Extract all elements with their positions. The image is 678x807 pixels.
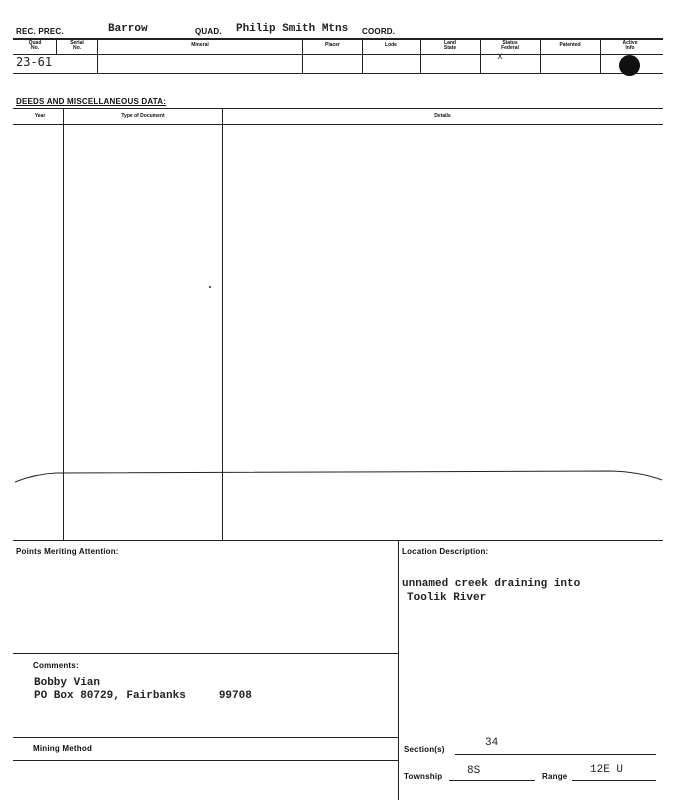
col-header-quad-no: Quad No. (28, 40, 42, 51)
status-federal-mark: x (497, 52, 504, 63)
col-header-active-info: Active Info (622, 40, 638, 51)
location-description-line-2: Toolik River (407, 592, 487, 604)
fold-crease-line (0, 460, 678, 490)
quad-no-value: 23-61 (16, 55, 53, 69)
comments-line-2: PO Box 80729, Fairbanks 99708 (34, 690, 252, 702)
township-label: Township (404, 772, 443, 781)
rec-prec-value: Barrow (108, 23, 148, 35)
coord-label: COORD. (362, 27, 396, 36)
deeds-section-title: DEEDS AND MISCELLANEOUS DATA: (16, 97, 167, 106)
rec-prec-label: REC. PREC. (16, 27, 64, 36)
location-description-label: Location Description: (402, 547, 489, 556)
quad-label: QUAD. (195, 27, 222, 36)
col-header-status-federal: Status Federal (501, 40, 519, 51)
speck-mark (209, 286, 211, 288)
section-value: 34 (485, 737, 499, 749)
col-header-details: Details (434, 113, 451, 119)
section-label: Section(s) (404, 745, 445, 754)
quad-value: Philip Smith Mtns (236, 23, 349, 35)
range-value: 12E U (590, 764, 624, 776)
points-meriting-attention-label: Points Meriting Attention: (16, 547, 119, 556)
township-underline (449, 780, 535, 781)
township-value: 8S (467, 765, 481, 777)
active-info-dot-icon (619, 55, 640, 76)
col-header-mineral: Mineral (191, 42, 209, 48)
col-header-year: Year (34, 113, 46, 119)
col-header-type-of-document: Type of Document (121, 113, 165, 119)
col-header-placer: Placer (324, 42, 340, 48)
col-header-patented: Patented (559, 42, 581, 48)
comments-label: Comments: (33, 661, 79, 670)
mining-method-label: Mining Method (33, 744, 93, 753)
col-header-lode: Lode (385, 42, 397, 48)
col-header-land-state: Land State (443, 40, 457, 51)
range-underline (572, 780, 656, 781)
range-label: Range (542, 772, 568, 781)
section-underline (455, 754, 656, 755)
col-header-serial-no: Serial No. (70, 40, 84, 51)
comments-line-1: Bobby Vian (34, 677, 101, 689)
location-description-line-1: unnamed creek draining into (402, 578, 581, 590)
